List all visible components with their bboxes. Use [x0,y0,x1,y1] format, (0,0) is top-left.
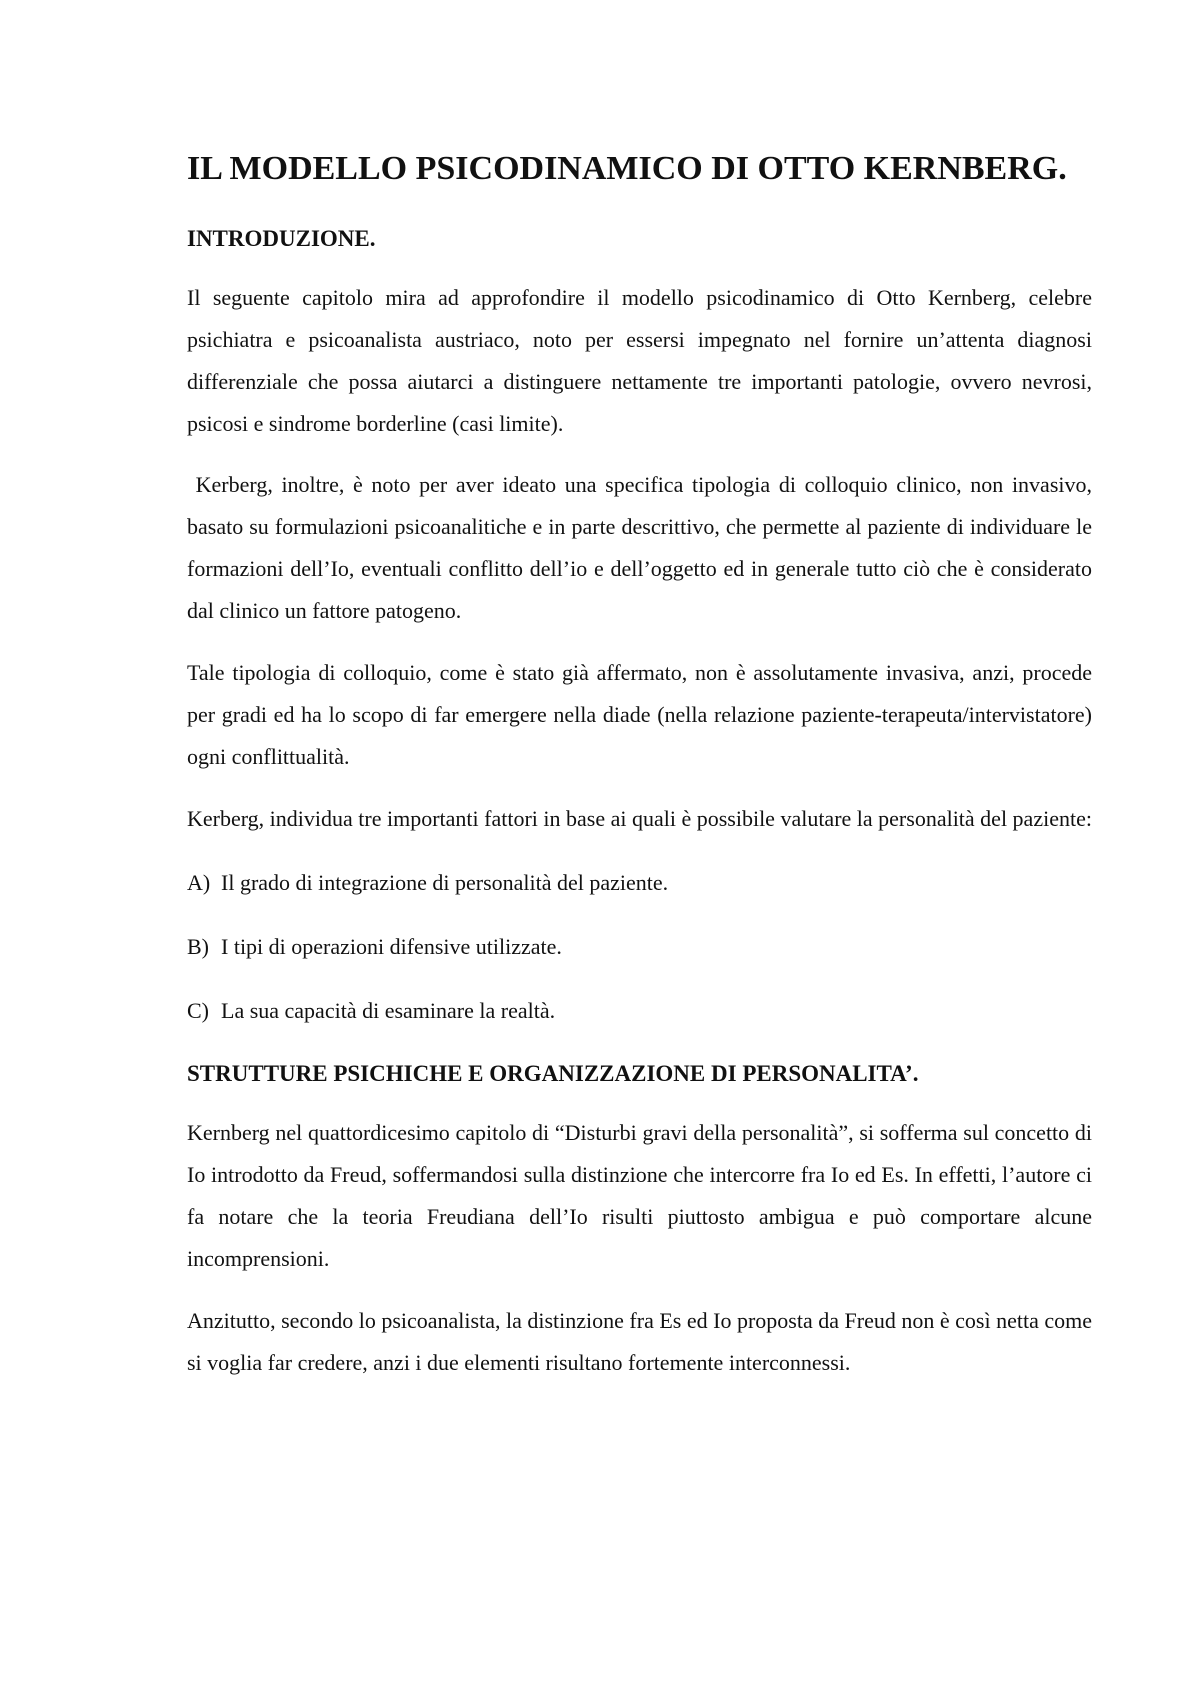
paragraph: Il seguente capitolo mira ad approfondire il modello psicodinamico di Otto Kernberg, celebre psichiatra e psicoanalista austriaco, noto per essersi impegnato nel fornire un’attenta diagnosi differenziale che possa aiutarci a distinguere nettamente tre importanti patologie, ovvero nevrosi, psicosi e sindrome borderline (casi limite). [187,285,1092,436]
paragraph: Tale tipologia di colloquio, come è stato già affermato, non è assolutamente invasiva, anzi, procede per gradi ed ha lo scopo di far emergere nella diade (nella relazione paziente-terapeuta/intervistatore) ogni conflittualità. [187,660,1092,769]
list-marker: C) [187,998,209,1023]
document-title: IL MODELLO PSICODINAMICO DI OTTO KERNBERG. [187,150,1067,187]
paragraph: Anzitutto, secondo lo psicoanalista, la distinzione fra Es ed Io proposta da Freud non è così netta come si voglia far credere, anzi i due elementi risultano fortemente interconnessi. [187,1308,1092,1375]
paragraph: Kernberg nel quattordicesimo capitolo di “Disturbi gravi della personalità”, si sofferma sul concetto di Io introdotto da Freud, soffermandosi sulla distinzione che intercorre fra Io ed Es. In effetti, l’autore ci fa notare che la teoria Freudiana dell’Io risulti piuttosto ambigua e può comportare alcune incomprensioni. [187,1120,1092,1271]
document-page [187,140,1098,1384]
list-item-text: Il grado di integrazione di personalità del paziente. [221,870,669,895]
paragraph: Kerberg, individua tre importanti fattori in base ai quali è possibile valutare la personalità del paziente: [187,806,1092,831]
paragraph: Kerberg, inoltre, è noto per aver ideato una specifica tipologia di colloquio clinico, non invasivo, basato su formulazioni psicoanalitiche e in parte descrittivo, che permette al paziente di individuare le formazioni dell’Io, eventuali conflitto dell’io e dell’oggetto ed in generale tutto ciò che è considerato dal clinico un fattore patogeno. [187,472,1098,623]
section-heading-introduction: INTRODUZIONE. [187,226,376,251]
list-marker: B) [187,934,209,959]
factor-list [187,862,1092,1032]
list-item-text: I tipi di operazioni difensive utilizzate. [221,934,562,959]
list-item [187,862,1092,904]
list-item [187,926,1092,968]
list-item [187,990,1092,1032]
section-heading-structures: STRUTTURE PSICHICHE E ORGANIZZAZIONE DI PERSONALITA’. [187,1061,919,1086]
list-marker: A) [187,870,211,895]
list-item-text: La sua capacità di esaminare la realtà. [221,998,556,1023]
